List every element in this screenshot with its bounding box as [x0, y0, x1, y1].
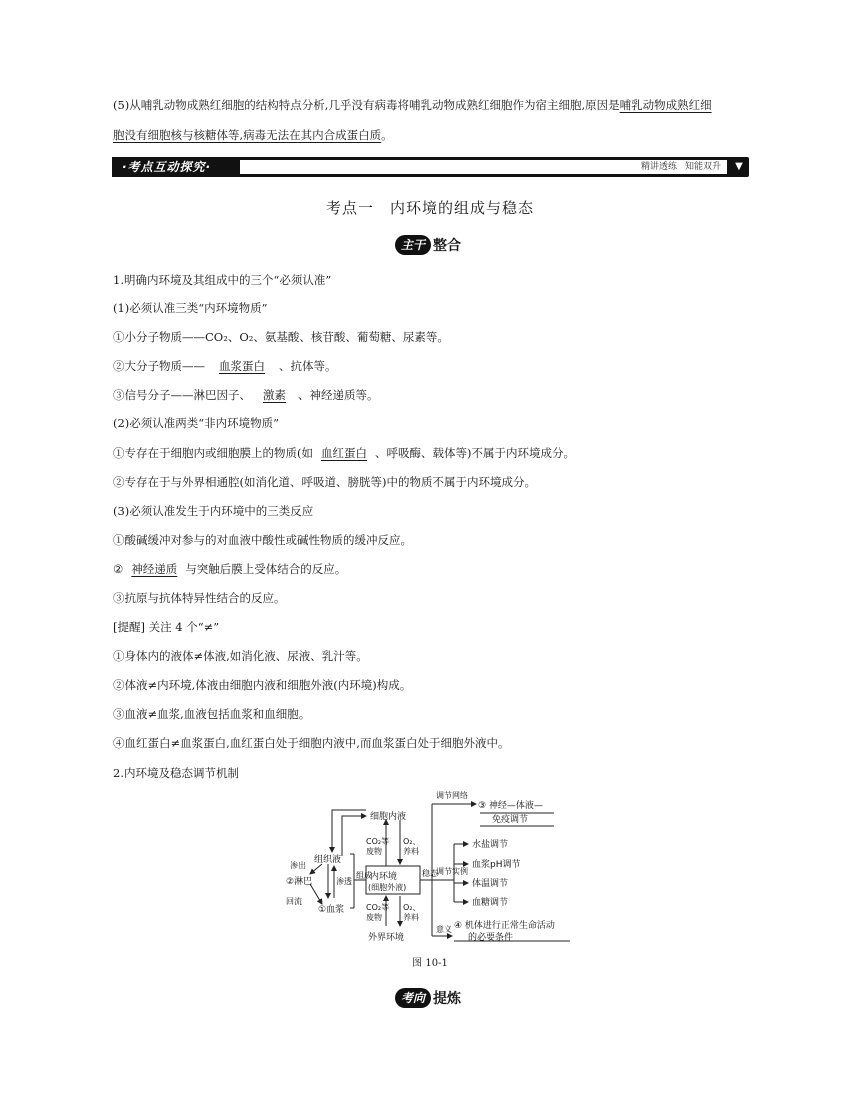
answer-plasma-protein: 血浆蛋白 — [219, 359, 265, 373]
label-exude: 渗出 — [290, 861, 306, 870]
para-13: [提醒] 关注 4 个“≠” — [113, 620, 220, 634]
para-1: 1.明确内环境及其组成中的三个“必须认准” — [113, 273, 332, 287]
answer-network-1: ③ 神经—体液— — [478, 801, 543, 811]
badge-exam-direction — [395, 987, 461, 1009]
label-return: 回流 — [286, 897, 302, 906]
example-plasma-ph: 血浆pH调节 — [472, 860, 521, 870]
para-4 — [113, 358, 337, 374]
para-2: (1)必须认准三类“内环境物质” — [113, 301, 268, 315]
label-co2-waste-top: CO₂等 — [366, 837, 390, 846]
label-compose: 组成 — [356, 871, 372, 880]
para-7-post: 、呼吸酶、载体等)不属于内环境成分。 — [375, 446, 575, 460]
label-waste-bottom: 废物 — [366, 913, 382, 922]
example-water-salt: 水盐调节 — [472, 840, 509, 850]
intro-end: 。 — [381, 128, 393, 142]
label-o2-bottom: O₂、 — [403, 903, 421, 912]
answer-hemoglobin: 血红蛋白 — [321, 446, 367, 460]
para-4-post: 、抗体等。 — [279, 359, 337, 373]
label-nutrients-bottom: 养料 — [403, 913, 419, 922]
label-cell-fluid: 细胞内液 — [370, 812, 407, 822]
para-14: ①身体内的液体≠体液,如消化液、尿液、乳汁等。 — [113, 649, 368, 663]
label-steady: 稳态 — [422, 869, 438, 878]
intro-answer-part2: 胞没有细胞核与核糖体等,病毒无法在其内合成蛋白质 — [113, 128, 382, 142]
para-12: ③抗原与抗体特异性结合的反应。 — [113, 591, 286, 605]
para-17: ④血红蛋白≠血浆蛋白,血红蛋白处于细胞内液中,而血浆蛋白处于细胞外液中。 — [113, 736, 510, 750]
label-examples: 调节实例 — [436, 867, 468, 876]
label-network: 调节网络 — [436, 791, 468, 800]
para-11-pre: ② — [113, 562, 124, 576]
example-blood-sugar: 血糖调节 — [472, 898, 509, 908]
answer-meaning-2: 的必要条件 — [468, 933, 514, 943]
banner-tag-2: 知能双升 — [684, 162, 721, 172]
label-seep: 渗透 — [336, 877, 352, 886]
label-waste-top: 废物 — [366, 847, 382, 856]
label-nutrients-top: 养料 — [403, 847, 419, 856]
para-6: (2)必须认准两类“非内环境物质” — [113, 416, 280, 430]
para-5-post: 、神经递质等。 — [298, 388, 379, 402]
badge-text: 提炼 — [433, 991, 462, 1007]
label-plasma: ①血浆 — [318, 905, 345, 915]
banner-label: ·考点互动探究· — [112, 157, 221, 177]
para-4-pre: ②大分子物质—— — [113, 359, 205, 373]
answer-meaning-1: ④ 机体进行正常生命活动 — [454, 921, 555, 931]
label-outside-env: 外界环境 — [368, 933, 405, 943]
intro-text: (5)从哺乳动物成熟红细胞的结构特点分析,几乎没有病毒将哺乳动物成熟红细胞作为宿主细胞,原因是 — [113, 98, 620, 112]
intro-line-2 — [113, 127, 393, 143]
para-9: (3)必须认准发生于内环境中的三类反应 — [113, 504, 314, 518]
para-5-pre: ③信号分子——淋巴因子、 — [113, 388, 251, 402]
para-11 — [113, 561, 346, 577]
label-tissue-fluid: 组织液 — [314, 855, 342, 865]
intro-answer-part1: 哺乳动物成熟红细 — [619, 98, 712, 112]
badge-text: 整合 — [433, 238, 462, 254]
banner-tag-1: 精讲透练 — [640, 162, 677, 172]
label-extracellular: (细胞外液) — [368, 883, 407, 892]
para-8: ②专存在于与外界相通腔(如消化道、呼吸道、膀胱等)中的物质不属于内环境成分。 — [113, 475, 536, 489]
label-meaning: 意义 — [436, 925, 452, 934]
homeostasis-diagram — [282, 786, 582, 946]
badge-mark: 考向 — [395, 988, 431, 1008]
para-3: ①小分子物质——CO₂、O₂、氨基酸、核苷酸、葡萄糖、尿素等。 — [113, 330, 449, 344]
label-inner-env: 内环境 — [370, 872, 398, 882]
example-body-temp: 体温调节 — [472, 879, 509, 889]
figure-caption: 图 10-1 — [412, 958, 448, 969]
para-18: 2.内环境及稳态调节机制 — [113, 766, 239, 780]
para-5 — [113, 387, 379, 403]
banner-arrow-icon[interactable]: ▼ — [735, 161, 743, 172]
para-15: ②体液≠内环境,体液由细胞内液和细胞外液(内环境)构成。 — [113, 678, 412, 692]
intro-line-1 — [113, 97, 712, 113]
label-lymph: ②淋巴 — [286, 877, 313, 887]
para-7 — [113, 445, 575, 461]
answer-neurotransmitter: 神经递质 — [131, 562, 178, 576]
banner-tagline — [633, 160, 727, 174]
badge-mark: 主干 — [395, 235, 431, 255]
label-co2-waste-bottom: CO₂等 — [366, 903, 390, 912]
section-banner — [112, 157, 749, 177]
para-16: ③血液≠血浆,血液包括血浆和血细胞。 — [113, 707, 311, 721]
answer-hormone: 激素 — [263, 388, 286, 402]
label-o2-top: O₂、 — [403, 837, 421, 846]
section-title: 考点一 内环境的组成与稳态 — [325, 199, 534, 217]
para-10: ①酸碱缓冲对参与的对血液中酸性或碱性物质的缓冲反应。 — [113, 533, 412, 547]
para-11-post: 与突触后膜上受体结合的反应。 — [185, 562, 347, 576]
para-7-pre: ①专存在于细胞内或细胞膜上的物质(如 — [113, 446, 313, 460]
badge-core-integration — [395, 234, 461, 256]
answer-network-2: 免疫调节 — [492, 815, 529, 825]
